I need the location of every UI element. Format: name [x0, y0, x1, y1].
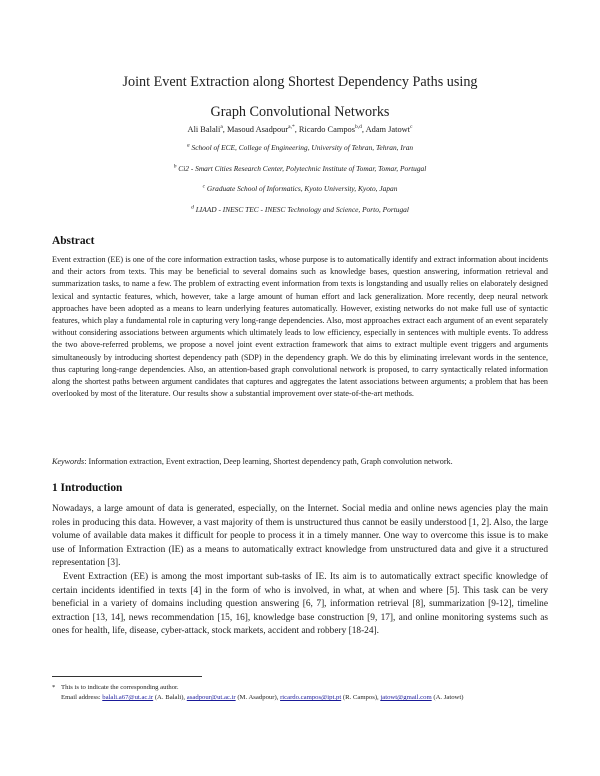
email-owner: (R. Campos), [342, 694, 379, 701]
abstract-text: Event extraction (EE) is one of the core information extraction tasks, whose purpose is to automatically identify and extract information about incidents and their actors from texts. This may be beneficial to several domains such as knowledge bases, question answering, information retrieval and summarization tasks, to name a few. The problem of extracting event information from texts is longstanding and usually relies on elaborately designed lexical and syntactic features, which, however, take a large amount of human effort and lack generalization. More recently, deep neural network approaches have been adopted as a means to learn underlying features automatically. However, existing networks do not make full use of syntactic features, which play a fundamental role in capturing very long-range dependencies. Also, most approaches extract each argument of an event separately without considering associations between arguments which ultimately leads to low efficiency, especially in sentences with multiple events. To address the two above-referred problems, we propose a novel joint event extraction framework that aims to extract multiple event triggers and arguments simultaneously by introducing shortest dependency path (SDP) in the dependency graph. We do this by eliminating irrelevant words in the sentence, thus capturing long-range dependencies. Also, an attention-based graph convolutional network is proposed, to carry syntactically related information along the shortest paths between argument candidates that captures and aggregates the latent associations between arguments; a problem that has been overlooked by most of the literature. Our results show a substantial improvement over state-of-the-art methods. [52, 255, 548, 399]
affiliation-text: LIAAD - INESC TEC - INESC Technology and Science, Porto, Portugal [195, 205, 409, 214]
intro-paragraph-1: Nowadays, a large amount of data is generated, especially, on the Internet. Social media and online news agencies play the main roles in producing this data. However, a vast majority of them is unstructured thus cannot be easily understood [1, 2]. Also, the large volume of available data makes it difficult for people to process it in a timely manner. One way to overcome this issue is to make use of Information Extraction (IE) as a means to automatically extract knowledge from unstructured data and give it a structured representation [3]. [52, 504, 548, 569]
author-name: Ricardo Campos [298, 125, 355, 134]
keywords-text: : Information extraction, Event extraction, Deep learning, Shortest dependency path, Graph convolution network. [84, 457, 453, 466]
email-link-jatowt[interactable]: jatowt@gmail.com [380, 694, 432, 701]
author-name: Adam Jatowt [365, 125, 411, 134]
author-list: Ali Balali$^a$, Masoud Asadpour$^{a,*}$, Ricardo Campos$^{b,d}$, Adam Jatowt$^c$ [187, 124, 413, 134]
affiliation [50, 205, 550, 214]
author-name: Masoud Asadpour [226, 125, 289, 134]
email-link-asadpour[interactable]: asadpour@ut.ac.ir [186, 694, 236, 701]
affiliation [50, 184, 550, 193]
email-owner: (A. Balali), [154, 694, 186, 701]
email-owner: (A. Jatowt) [433, 694, 464, 701]
affiliation-sup: b [173, 163, 177, 170]
introduction-heading: 1 Introduction [52, 482, 123, 494]
footnote-marker: * [52, 684, 56, 691]
affiliation-text: Ci2 - Smart Cities Research Center, Polytechnic Institute of Tomar, Tomar, Portugal [178, 164, 427, 173]
abstract-heading: Abstract [52, 235, 95, 247]
footnote-rule [52, 676, 202, 677]
author-sup: a [220, 124, 223, 131]
email-label: Email address: [61, 694, 101, 701]
author-name: Ali Balali [187, 125, 221, 134]
affiliation-sup: c [202, 183, 206, 190]
intro-paragraph-2: Event Extraction (EE) is among the most important sub-tasks of IE. Its aim is to automatically extract specific knowledge of certain incidents identified in texts [4] in the form of who is involved, in what, at when and where [5]. This task can be very beneficial in a variety of domains including question answering [6, 7], information retrieval [8], summarization [9-12], timeline extraction [13, 14], news recommendation [15, 16], knowledge base construction [9, 17], and online monitoring systems such as ones for health, life, disease, cyber-attack, stock markets, accident and robbery [18-24]. [52, 571, 548, 637]
introduction-body [52, 503, 548, 639]
author-sup: c [410, 124, 413, 131]
affiliation-text: Graduate School of Informatics, Kyoto University, Kyoto, Japan [206, 184, 398, 193]
email-link-balali[interactable]: balali.a67@ut.ac.ir [102, 694, 154, 701]
paper-title [50, 70, 550, 124]
affiliation [50, 164, 550, 173]
footnote-line-1: This is to indicate the corresponding author. [61, 684, 179, 691]
affiliation-sup: a [186, 142, 190, 149]
author-sup: b,d [354, 124, 362, 131]
title-line-2: Graph Convolutional Networks [210, 104, 390, 120]
affiliation-text: School of ECE, College of Engineering, University of Tehran, Tehran, Iran [191, 143, 414, 152]
keywords [52, 456, 548, 468]
affiliation [50, 143, 550, 152]
title-line-1: Joint Event Extraction along Shortest Dependency Paths using [122, 74, 478, 90]
email-owner: (M. Asadpour), [237, 694, 279, 701]
affiliation-sup: d [191, 204, 194, 211]
author-sup: a,* [288, 124, 295, 131]
email-link-campos[interactable]: ricardo.campos@ipt.pt [280, 694, 342, 701]
keywords-label: Keywords [52, 457, 85, 466]
footnote [52, 683, 548, 703]
